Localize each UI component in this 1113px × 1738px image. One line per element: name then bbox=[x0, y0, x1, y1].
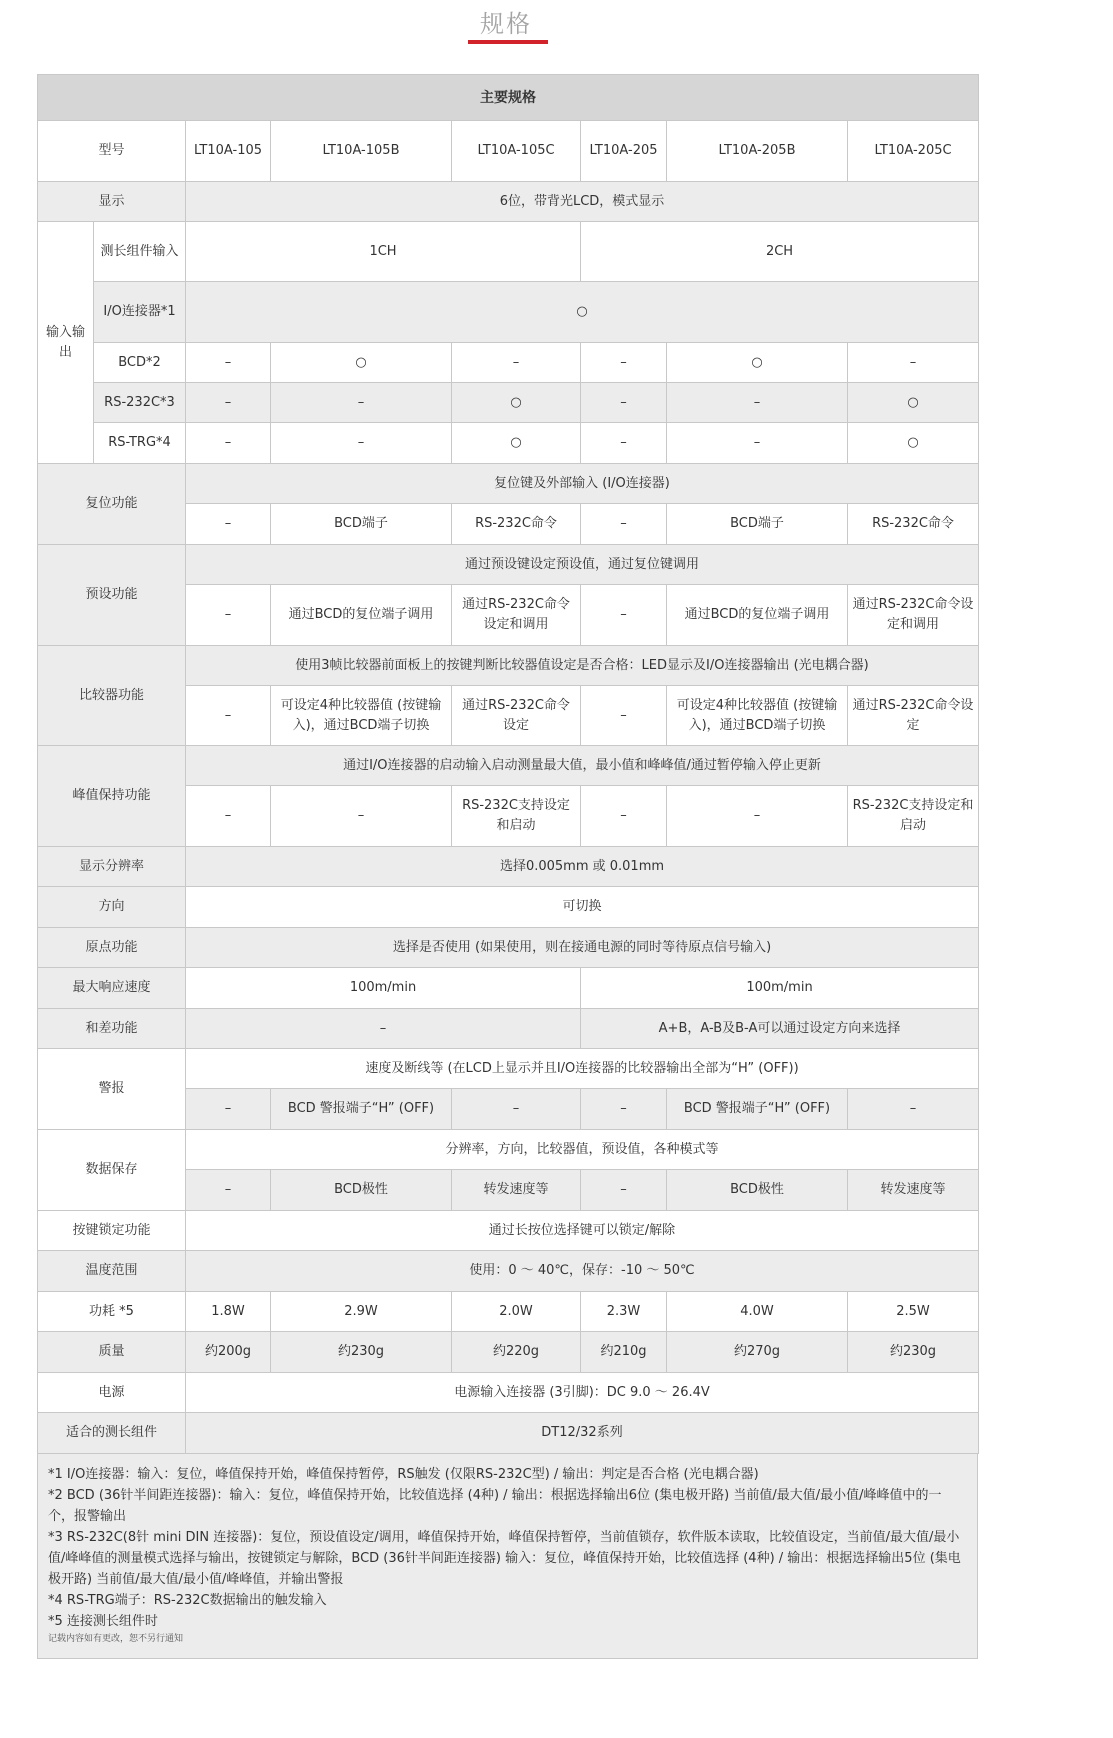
row-label: 比较器功能 bbox=[38, 646, 186, 746]
table-row bbox=[38, 1049, 979, 1089]
spec-cell: – bbox=[848, 1089, 979, 1130]
spec-cell: – bbox=[271, 423, 452, 464]
spec-cell: 4.0W bbox=[667, 1292, 848, 1332]
table-row bbox=[38, 182, 979, 222]
table-row bbox=[38, 282, 979, 343]
title-underline bbox=[468, 40, 548, 44]
spec-value: 6位，带背光LCD，模式显示 bbox=[186, 182, 979, 222]
spec-value: 100m/min bbox=[186, 968, 581, 1009]
spec-cell: BCD 警报端子“H” (OFF) bbox=[667, 1089, 848, 1130]
spec-cell: 约230g bbox=[848, 1332, 979, 1373]
spec-value: 分辨率，方向，比较器值，预设值，各种模式等 bbox=[186, 1130, 979, 1170]
table-row bbox=[38, 847, 979, 887]
spec-cell: – bbox=[581, 343, 667, 383]
footnote: *3 RS-232C(8针 mini DIN 连接器)：复位，预设值设定/调用，峰值保持开始，峰值保持暂停，当前值锁存，软件版本读取，比较值设定，当前值/最大值/最小值/峰峰值的测量模式选择与输出，按键锁定与解除，BCD (36针半间距连接器) 输入：复位，峰值保持开始，比较值选择 (4种) / 输出：根据选择输出5位 (集电极开路) 当前值/最大值/最小值/峰峰值，并输出警报 bbox=[48, 1530, 961, 1587]
spec-cell: – bbox=[581, 504, 667, 545]
table-row bbox=[38, 383, 979, 423]
row-label: RS-TRG*4 bbox=[94, 423, 186, 464]
spec-cell: ○ bbox=[848, 423, 979, 464]
spec-cell: 2.9W bbox=[271, 1292, 452, 1332]
spec-cell: 可设定4种比较器值 (按键输入)，通过BCD端子切换 bbox=[667, 686, 848, 746]
spec-table-container bbox=[37, 74, 978, 1659]
spec-cell: – bbox=[186, 383, 271, 423]
table-row bbox=[38, 928, 979, 968]
spec-cell: – bbox=[848, 343, 979, 383]
spec-cell: – bbox=[186, 786, 271, 847]
row-label: 质量 bbox=[38, 1332, 186, 1373]
row-label: 按键锁定功能 bbox=[38, 1211, 186, 1251]
spec-cell: 2.3W bbox=[581, 1292, 667, 1332]
table-row bbox=[38, 343, 979, 383]
spec-cell: – bbox=[186, 1170, 271, 1211]
spec-cell: BCD 警报端子“H” (OFF) bbox=[271, 1089, 452, 1130]
spec-cell: – bbox=[186, 686, 271, 746]
table-row bbox=[38, 222, 979, 282]
spec-cell: RS-232C命令 bbox=[848, 504, 979, 545]
spec-cell: ○ bbox=[452, 423, 581, 464]
spec-cell: BCD端子 bbox=[667, 504, 848, 545]
spec-value: 通过长按位选择键可以锁定/解除 bbox=[186, 1211, 979, 1251]
table-row bbox=[38, 1009, 979, 1049]
spec-cell: 约200g bbox=[186, 1332, 271, 1373]
footnote: *4 RS-TRG端子：RS-232C数据输出的触发输入 bbox=[48, 1593, 327, 1608]
row-label: 和差功能 bbox=[38, 1009, 186, 1049]
spec-cell: BCD端子 bbox=[271, 504, 452, 545]
spec-value: 电源输入连接器 (3引脚)：DC 9.0 ～ 26.4V bbox=[186, 1373, 979, 1413]
spec-cell: – bbox=[581, 585, 667, 646]
spec-cell: – bbox=[452, 1089, 581, 1130]
spec-cell: 1.8W bbox=[186, 1292, 271, 1332]
table-row bbox=[38, 1130, 979, 1170]
spec-value: ○ bbox=[186, 282, 979, 343]
spec-cell: – bbox=[271, 786, 452, 847]
spec-cell: – bbox=[186, 343, 271, 383]
model-cell: LT10A-105B bbox=[271, 121, 452, 182]
spec-value: 可切换 bbox=[186, 887, 979, 928]
spec-value: 选择0.005mm 或 0.01mm bbox=[186, 847, 979, 887]
table-row bbox=[38, 1211, 979, 1251]
io-group-label: 输入输出 bbox=[38, 222, 94, 464]
spec-cell: RS-232C支持设定和启动 bbox=[848, 786, 979, 847]
spec-cell: – bbox=[581, 686, 667, 746]
spec-cell: 通过RS-232C命令设定 bbox=[848, 686, 979, 746]
spec-cell: 约230g bbox=[271, 1332, 452, 1373]
row-label: 最大响应速度 bbox=[38, 968, 186, 1009]
model-cell: LT10A-205C bbox=[848, 121, 979, 182]
spec-cell: – bbox=[667, 423, 848, 464]
spec-cell: – bbox=[581, 423, 667, 464]
row-label: 显示 bbox=[38, 182, 186, 222]
spec-value: 通过I/O连接器的启动输入启动测量最大值，最小值和峰峰值/通过暂停输入停止更新 bbox=[186, 746, 979, 786]
spec-cell: – bbox=[452, 343, 581, 383]
row-label: 警报 bbox=[38, 1049, 186, 1130]
spec-value: 复位键及外部输入 (I/O连接器) bbox=[186, 464, 979, 504]
table-row bbox=[38, 121, 979, 182]
model-cell: LT10A-205B bbox=[667, 121, 848, 182]
spec-cell: – bbox=[581, 1089, 667, 1130]
spec-cell: – bbox=[271, 383, 452, 423]
spec-table bbox=[37, 74, 979, 1454]
row-label: 预设功能 bbox=[38, 545, 186, 646]
spec-cell: – bbox=[186, 423, 271, 464]
table-row bbox=[38, 545, 979, 585]
spec-value: 1CH bbox=[186, 222, 581, 282]
model-cell: LT10A-105C bbox=[452, 121, 581, 182]
row-label: 原点功能 bbox=[38, 928, 186, 968]
disclaimer: 记载内容如有更改，恕不另行通知 bbox=[48, 1634, 184, 1644]
row-label: 数据保存 bbox=[38, 1130, 186, 1211]
spec-cell: – bbox=[581, 383, 667, 423]
row-label: I/O连接器*1 bbox=[94, 282, 186, 343]
spec-cell: 通过BCD的复位端子调用 bbox=[271, 585, 452, 646]
spec-value: A+B，A-B及B-A可以通过设定方向来选择 bbox=[581, 1009, 979, 1049]
spec-cell: 2.5W bbox=[848, 1292, 979, 1332]
spec-value: 使用：0 ～ 40℃，保存：-10 ～ 50℃ bbox=[186, 1251, 979, 1292]
table-header: 主要规格 bbox=[38, 75, 979, 121]
row-label: 复位功能 bbox=[38, 464, 186, 545]
row-label: 功耗 *5 bbox=[38, 1292, 186, 1332]
table-row bbox=[38, 887, 979, 928]
row-label: 温度范围 bbox=[38, 1251, 186, 1292]
table-row bbox=[38, 1413, 979, 1454]
spec-cell: – bbox=[581, 1170, 667, 1211]
spec-cell: RS-232C命令 bbox=[452, 504, 581, 545]
model-cell: LT10A-205 bbox=[581, 121, 667, 182]
footnote: *1 I/O连接器：输入：复位，峰值保持开始，峰值保持暂停，RS触发 (仅限RS-232C型) / 输出：判定是否合格 (光电耦合器) bbox=[48, 1467, 759, 1482]
page-title: 规格 bbox=[480, 10, 532, 38]
table-row bbox=[38, 1332, 979, 1373]
row-label: 电源 bbox=[38, 1373, 186, 1413]
spec-cell: ○ bbox=[667, 343, 848, 383]
spec-cell: – bbox=[186, 1089, 271, 1130]
footnote: *2 BCD (36针半间距连接器)：输入：复位，峰值保持开始，比较值选择 (4种) / 输出：根据选择输出6位 (集电极开路) 当前值/最大值/最小值/峰峰值中的一个，报警输出 bbox=[48, 1488, 942, 1524]
spec-value: 2CH bbox=[581, 222, 979, 282]
row-label: 型号 bbox=[38, 121, 186, 182]
spec-value: DT12/32系列 bbox=[186, 1413, 979, 1454]
spec-value: 100m/min bbox=[581, 968, 979, 1009]
spec-cell: 约210g bbox=[581, 1332, 667, 1373]
spec-cell: – bbox=[186, 585, 271, 646]
table-row bbox=[38, 464, 979, 504]
spec-cell: 约270g bbox=[667, 1332, 848, 1373]
spec-cell: – bbox=[581, 786, 667, 847]
spec-value: 选择是否使用 (如果使用，则在接通电源的同时等待原点信号输入) bbox=[186, 928, 979, 968]
spec-cell: ○ bbox=[848, 383, 979, 423]
spec-cell: ○ bbox=[271, 343, 452, 383]
spec-cell: 通过RS-232C命令设定和调用 bbox=[452, 585, 581, 646]
row-label: BCD*2 bbox=[94, 343, 186, 383]
spec-cell: 转发速度等 bbox=[848, 1170, 979, 1211]
model-cell: LT10A-105 bbox=[186, 121, 271, 182]
spec-value: 速度及断线等 (在LCD上显示并且I/O连接器的比较器输出全部为“H” (OFF)) bbox=[186, 1049, 979, 1089]
row-label: 适合的测长组件 bbox=[38, 1413, 186, 1454]
spec-cell: 约220g bbox=[452, 1332, 581, 1373]
table-row bbox=[38, 746, 979, 786]
spec-cell: 通过RS-232C命令设定和调用 bbox=[848, 585, 979, 646]
table-row bbox=[38, 646, 979, 686]
row-label: 测长组件输入 bbox=[94, 222, 186, 282]
row-label: 峰值保持功能 bbox=[38, 746, 186, 847]
table-row bbox=[38, 968, 979, 1009]
spec-cell: 转发速度等 bbox=[452, 1170, 581, 1211]
row-label: RS-232C*3 bbox=[94, 383, 186, 423]
spec-cell: – bbox=[186, 504, 271, 545]
spec-cell: – bbox=[667, 383, 848, 423]
spec-value: 通过预设键设定预设值，通过复位键调用 bbox=[186, 545, 979, 585]
spec-cell: – bbox=[667, 786, 848, 847]
spec-cell: BCD极性 bbox=[667, 1170, 848, 1211]
spec-cell: ○ bbox=[452, 383, 581, 423]
table-row bbox=[38, 423, 979, 464]
spec-cell: 2.0W bbox=[452, 1292, 581, 1332]
footnotes bbox=[37, 1454, 978, 1659]
spec-value: 使用3帧比较器前面板上的按键判断比较器值设定是否合格：LED显示及I/O连接器输出 (光电耦合器) bbox=[186, 646, 979, 686]
spec-value: – bbox=[186, 1009, 581, 1049]
row-label: 方向 bbox=[38, 887, 186, 928]
table-row bbox=[38, 1292, 979, 1332]
spec-cell: RS-232C支持设定和启动 bbox=[452, 786, 581, 847]
spec-cell: BCD极性 bbox=[271, 1170, 452, 1211]
row-label: 显示分辨率 bbox=[38, 847, 186, 887]
table-row bbox=[38, 1251, 979, 1292]
spec-cell: 可设定4种比较器值 (按键输入)，通过BCD端子切换 bbox=[271, 686, 452, 746]
spec-cell: 通过BCD的复位端子调用 bbox=[667, 585, 848, 646]
table-row bbox=[38, 1373, 979, 1413]
footnote: *5 连接测长组件时 bbox=[48, 1614, 158, 1629]
spec-cell: 通过RS-232C命令设定 bbox=[452, 686, 581, 746]
